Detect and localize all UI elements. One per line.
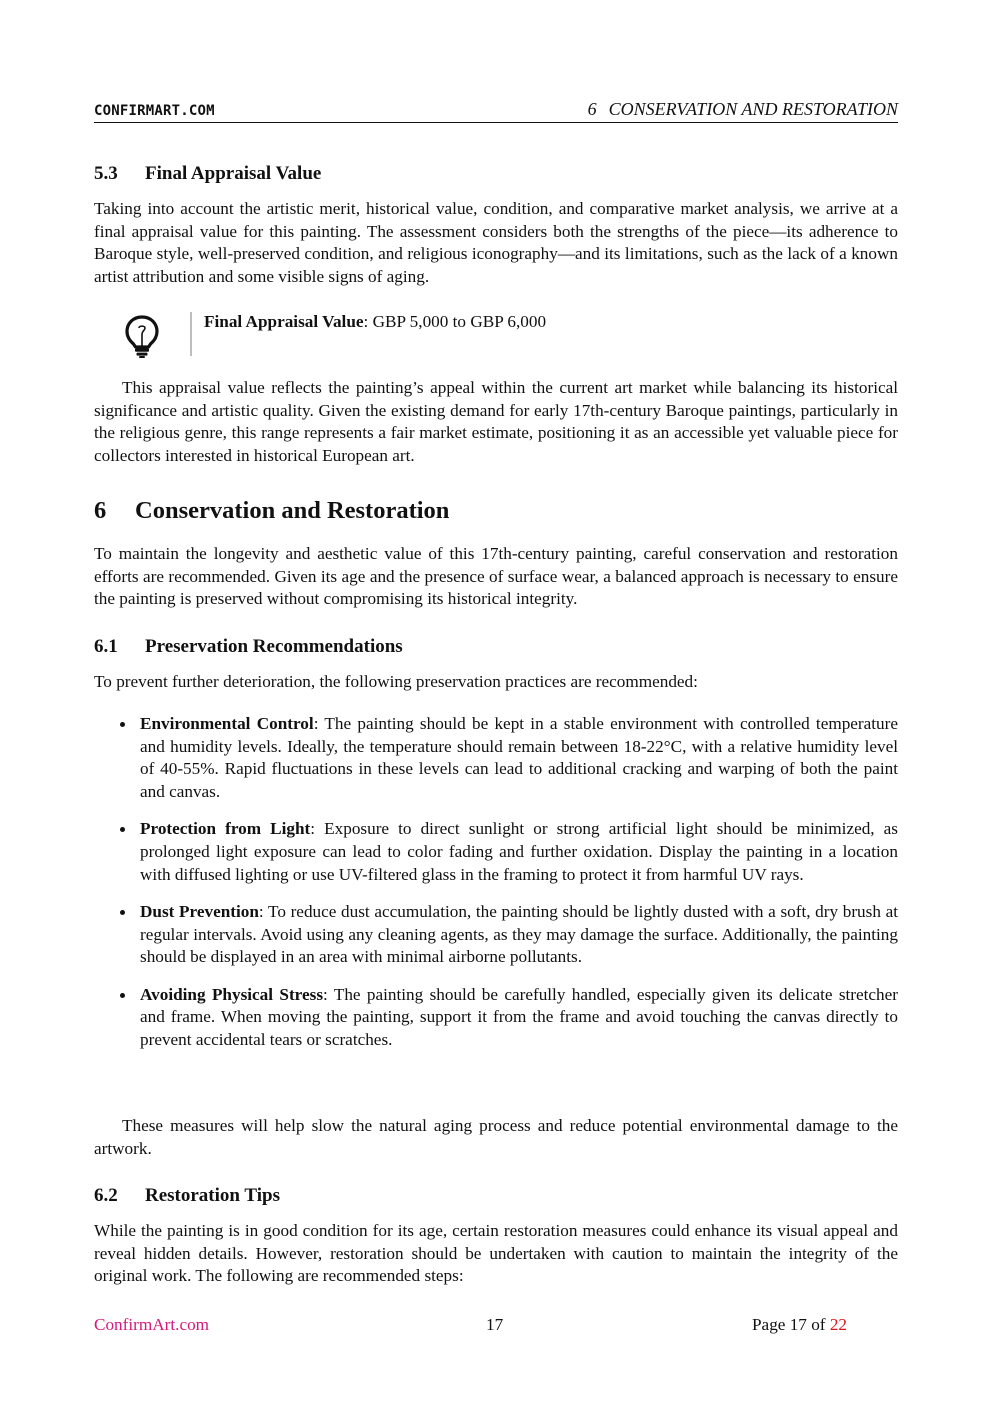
subsection-number: 6.1: [94, 636, 118, 657]
footer-page-number: 17: [486, 1315, 504, 1334]
paragraph-5-3-intro: [94, 198, 898, 289]
footer-page-count: [752, 1315, 847, 1335]
list-item-label: Environmental Control: [140, 714, 314, 733]
subsection-number: 6.2: [94, 1185, 118, 1206]
list-item-text: [140, 818, 898, 886]
subsection-heading: [94, 162, 898, 186]
header-section-number: 6: [587, 99, 597, 119]
paragraph: While the painting is in good condition for its age, certain restoration measures could enhance its visual appeal and reveal hidden details. However, restoration should be undertaken with caution to maintain the integrity of the original work. The following are recommended steps:: [94, 1221, 898, 1286]
list-item: [94, 984, 898, 1052]
list-item: [94, 901, 898, 969]
section-6: [94, 496, 898, 526]
subsection-number: 5.3: [94, 163, 118, 184]
list-item: [94, 818, 898, 886]
paragraph-5-3-body: [94, 377, 898, 468]
bullet-icon: [120, 827, 125, 832]
bullet-icon: [120, 910, 125, 915]
subsection-6-2: [94, 1184, 898, 1208]
header-section-title: CONSERVATION AND RESTORATION: [608, 99, 898, 119]
bullet-icon: [120, 993, 125, 998]
paragraph: Taking into account the artistic merit, historical value, condition, and comparative market analysis, we arrive at a final appraisal value for this painting. The assessment considers both the strengths of the piece—its adherence to Baroque style, well-preserved condition, and religious iconography—and its limitations, such as the lack of a known artist attribution and some visible signs of aging.: [94, 199, 898, 287]
paragraph: This appraisal value reflects the painting’s appeal within the current art market while balancing its historical significance and artistic quality. Given the existing demand for early 17th-century Baroque paintings, particularly in the religious genre, this range represents a fair market estimate, positioning it as an accessible yet valuable piece for collectors interested in historical European art.: [94, 378, 898, 466]
paragraph: These measures will help slow the natural aging process and reduce potential environmental damage to the artwork.: [94, 1116, 898, 1158]
paragraph: To maintain the longevity and aesthetic value of this 17th-century painting, careful conservation and restoration efforts are recommended. Given its age and the presence of surface wear, a balanced approach is necessary to ensure the painting is preserved without compromising its historical integrity.: [94, 544, 898, 609]
subsection-5-3: [94, 162, 898, 186]
subsection-heading: [94, 1184, 898, 1208]
list-item-label: Avoiding Physical Stress: [140, 984, 324, 1004]
paragraph-6-1-outro: [94, 1115, 898, 1160]
subsection-title: Final Appraisal Value: [145, 163, 322, 184]
paragraph-6-1-intro: [94, 671, 898, 694]
list-item-body: : To reduce dust accumulation, the painting should be lightly dusted with a soft, dry brush at regular intervals. Avoid using any cleaning agents, as they may damage the surface. Additionally, the painting should be displayed in an area with minimal airborne pollutants.: [140, 901, 898, 967]
subsection-6-1: [94, 635, 898, 659]
callout-divider: [190, 312, 192, 356]
callout-label: Final Appraisal Value: [204, 312, 364, 331]
subsection-title: Restoration Tips: [145, 1185, 280, 1206]
paragraph-6-intro: [94, 543, 898, 611]
running-header-section: [588, 99, 898, 122]
list-item-label: Protection from Light: [140, 819, 311, 839]
section-title: Conservation and Restoration: [135, 497, 450, 524]
section-number: 6: [94, 497, 107, 524]
list-item: [94, 713, 898, 804]
footer-site-link[interactable]: ConfirmArt.com: [94, 1315, 210, 1334]
paragraph-6-2-intro: [94, 1220, 898, 1288]
callout-text: [204, 311, 546, 334]
brand-logo: CONFIRMART.COM: [94, 103, 215, 119]
list-item-text: [140, 901, 898, 969]
page-footer: [94, 1315, 898, 1339]
section-heading: [94, 496, 898, 526]
list-item-body: : The painting should be kept in a stable environment with controlled temperature and humidity levels. Ideally, the temperature should remain between 18-22°C, with a relative humidity level of 40-55%. Rapid fluctuations in these levels can lead to additional cracking and warping of both the paint and canvas.: [140, 714, 899, 802]
preservation-list: [94, 713, 898, 1052]
subsection-title: Preservation Recommendations: [145, 636, 403, 657]
callout-value: : GBP 5,000 to GBP 6,000: [363, 312, 547, 331]
footer-page-total-link[interactable]: 22: [829, 1315, 847, 1334]
bullet-list: [94, 713, 898, 1052]
lightbulb-icon: [124, 314, 160, 358]
list-item-body: : The painting should be carefully handled, especially given its delicate stretcher and frame. When moving the painting, support it from the frame and avoid touching the canvas directly to prevent accidental tears or scratches.: [140, 984, 898, 1049]
document-page: [94, 0, 898, 1404]
list-item-label: Dust Prevention: [140, 901, 259, 921]
list-item-body: : Exposure to direct sunlight or strong artificial light should be minimized, as prolonged light exposure can lead to color fading and further oxidation. Display the painting in a location with diffused lighting or use UV-filtered glass in the framing to protect it from harmful UV rays.: [140, 819, 898, 884]
list-item-text: [140, 984, 898, 1052]
paragraph: To prevent further deterioration, the following preservation practices are recommended:: [94, 672, 698, 691]
footer-page-prefix: Page 17 of: [752, 1315, 826, 1334]
appraisal-callout: [124, 312, 824, 358]
subsection-heading: [94, 635, 898, 659]
bullet-icon: [120, 722, 125, 727]
running-header: [94, 98, 898, 123]
list-item-text: [140, 713, 898, 804]
